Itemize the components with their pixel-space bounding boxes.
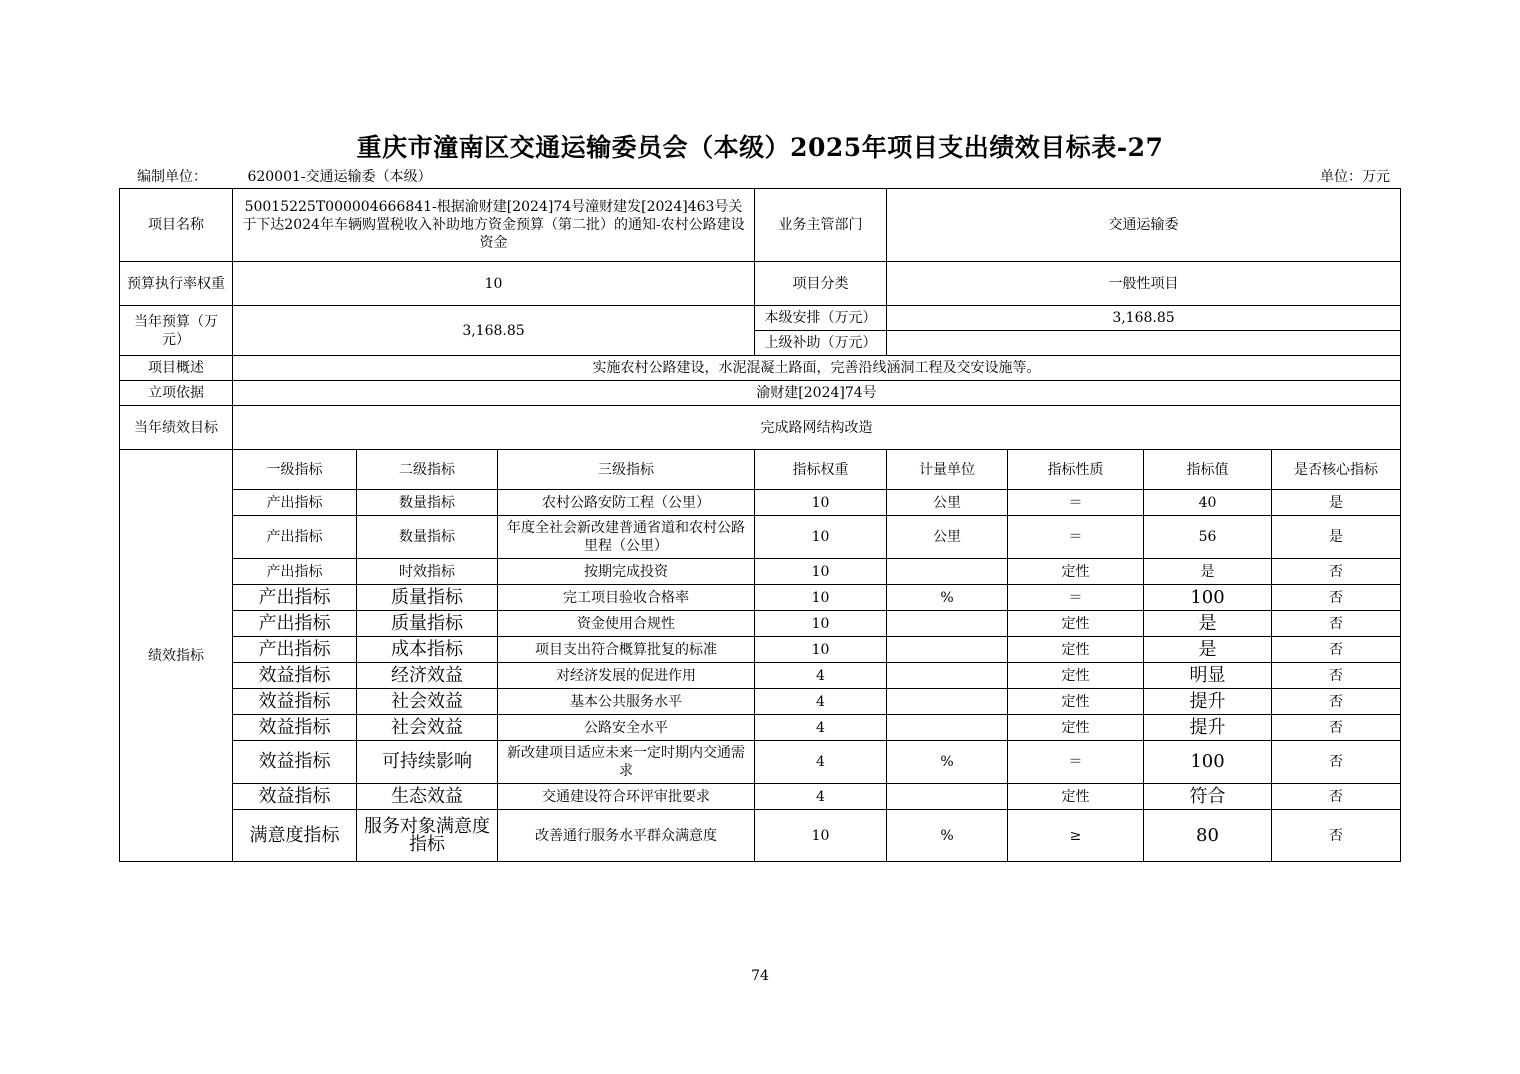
indicator-level2: 生态效益 [357, 784, 498, 810]
header-unit: 计量单位 [887, 450, 1008, 490]
indicator-weight: 10 [755, 559, 887, 585]
indicator-row [120, 559, 1401, 585]
overview-value: 实施农村公路建设，水泥混凝土路面，完善沿线涵洞工程及交安设施等。 [233, 356, 1401, 381]
budget-value: 3,168.85 [233, 306, 755, 356]
indicator-level2: 质量指标 [357, 585, 498, 611]
indicator-nature: 定性 [1008, 784, 1144, 810]
indicator-nature: ≥ [1008, 810, 1144, 862]
indicator-level1: 效益指标 [233, 663, 357, 689]
budget-label: 当年预算（万元） [120, 306, 233, 356]
header-level2: 二级指标 [357, 450, 498, 490]
indicator-value: 100 [1144, 741, 1272, 784]
exec-weight-value: 10 [233, 262, 755, 306]
indicator-weight: 4 [755, 689, 887, 715]
indicator-level2: 社会效益 [357, 715, 498, 741]
indicator-level3: 完工项目验收合格率 [498, 585, 755, 611]
indicator-core: 否 [1272, 559, 1401, 585]
indicator-value: 100 [1144, 585, 1272, 611]
indicator-unit: % [887, 741, 1008, 784]
goal-label: 当年绩效目标 [120, 406, 233, 450]
indicator-weight: 10 [755, 637, 887, 663]
indicator-unit [887, 715, 1008, 741]
indicator-nature: ＝ [1008, 490, 1144, 516]
indicator-nature: ＝ [1008, 741, 1144, 784]
indicator-level1: 效益指标 [233, 741, 357, 784]
indicator-unit: 公里 [887, 516, 1008, 559]
indicator-level3: 交通建设符合环评审批要求 [498, 784, 755, 810]
performance-target-table [119, 188, 1401, 862]
indicator-value: 是 [1144, 637, 1272, 663]
indicator-value: 提升 [1144, 715, 1272, 741]
indicator-unit [887, 559, 1008, 585]
indicator-level2: 经济效益 [357, 663, 498, 689]
indicator-nature: 定性 [1008, 611, 1144, 637]
indicator-level2: 成本指标 [357, 637, 498, 663]
indicator-weight: 10 [755, 611, 887, 637]
category-value: 一般性项目 [887, 262, 1401, 306]
indicator-level3: 农村公路安防工程（公里） [498, 490, 755, 516]
upper-subsidy-value [887, 331, 1401, 356]
header-nature: 指标性质 [1008, 450, 1144, 490]
indicator-row [120, 490, 1401, 516]
dept-value: 交通运输委 [887, 189, 1401, 262]
indicator-core: 否 [1272, 611, 1401, 637]
header-value: 指标值 [1144, 450, 1272, 490]
indicator-level2: 数量指标 [357, 516, 498, 559]
indicator-weight: 4 [755, 784, 887, 810]
indicator-weight: 4 [755, 715, 887, 741]
indicator-row [120, 585, 1401, 611]
indicator-weight: 10 [755, 810, 887, 862]
header-core: 是否核心指标 [1272, 450, 1401, 490]
indicator-level3: 对经济发展的促进作用 [498, 663, 755, 689]
indicator-unit [887, 663, 1008, 689]
header-level1: 一级指标 [233, 450, 357, 490]
indicator-level2: 社会效益 [357, 689, 498, 715]
indicator-value: 明显 [1144, 663, 1272, 689]
indicator-row [120, 637, 1401, 663]
dept-label: 业务主管部门 [755, 189, 887, 262]
indicator-value: 提升 [1144, 689, 1272, 715]
header-weight: 指标权重 [755, 450, 887, 490]
indicator-level2: 可持续影响 [357, 741, 498, 784]
indicator-nature: ＝ [1008, 585, 1144, 611]
currency-unit: 单位：万元 [1320, 169, 1390, 185]
indicator-core: 否 [1272, 663, 1401, 689]
indicators-section-label: 绩效指标 [120, 450, 233, 862]
indicator-level1: 产出指标 [233, 611, 357, 637]
indicator-weight: 4 [755, 741, 887, 784]
indicator-nature: 定性 [1008, 663, 1144, 689]
indicator-level3: 新改建项目适应未来一定时期内交通需求 [498, 741, 755, 784]
indicator-unit: 公里 [887, 490, 1008, 516]
indicator-level1: 产出指标 [233, 637, 357, 663]
indicator-row [120, 741, 1401, 784]
indicator-level3: 基本公共服务水平 [498, 689, 755, 715]
local-budget-label: 本级安排（万元） [755, 306, 887, 331]
indicator-level3: 按期完成投资 [498, 559, 755, 585]
indicator-unit [887, 611, 1008, 637]
compiling-unit [137, 166, 432, 186]
indicator-value: 80 [1144, 810, 1272, 862]
indicator-value: 56 [1144, 516, 1272, 559]
indicator-row [120, 810, 1401, 862]
category-label: 项目分类 [755, 262, 887, 306]
indicator-nature: 定性 [1008, 637, 1144, 663]
indicator-level3: 项目支出符合概算批复的标准 [498, 637, 755, 663]
basis-label: 立项依据 [120, 381, 233, 406]
compiling-unit-value: 620001-交通运输委（本级） [247, 169, 432, 185]
indicator-weight: 10 [755, 516, 887, 559]
indicator-nature: 定性 [1008, 559, 1144, 585]
goal-value: 完成路网结构改造 [233, 406, 1401, 450]
indicator-level2: 服务对象满意度指标 [357, 810, 498, 862]
page-title: 重庆市潼南区交通运输委员会（本级）2025年项目支出绩效目标表-27 [356, 133, 1164, 162]
indicator-level1: 效益指标 [233, 715, 357, 741]
indicator-level3: 改善通行服务水平群众满意度 [498, 810, 755, 862]
indicator-level1: 效益指标 [233, 784, 357, 810]
exec-weight-label: 预算执行率权重 [120, 262, 233, 306]
indicator-level2: 时效指标 [357, 559, 498, 585]
indicator-weight: 4 [755, 663, 887, 689]
indicator-row [120, 715, 1401, 741]
indicator-core: 否 [1272, 784, 1401, 810]
indicator-row [120, 516, 1401, 559]
project-name-value: 50015225T000004666841-根据渝财建[2024]74号潼财建发[2024]463号关于下达2024年车辆购置税收入补助地方资金预算（第二批）的通知-农村公路建设资金 [233, 189, 755, 262]
indicator-value: 40 [1144, 490, 1272, 516]
indicator-unit [887, 689, 1008, 715]
indicator-core: 否 [1272, 810, 1401, 862]
header-level3: 三级指标 [498, 450, 755, 490]
local-budget-value: 3,168.85 [887, 306, 1401, 331]
upper-subsidy-label: 上级补助（万元） [755, 331, 887, 356]
indicator-weight: 10 [755, 490, 887, 516]
indicator-level1: 产出指标 [233, 559, 357, 585]
indicator-core: 是 [1272, 516, 1401, 559]
indicator-core: 否 [1272, 741, 1401, 784]
indicator-level3: 年度全社会新改建普通省道和农村公路里程（公里） [498, 516, 755, 559]
indicator-weight: 10 [755, 585, 887, 611]
indicator-nature: ＝ [1008, 516, 1144, 559]
indicator-unit [887, 637, 1008, 663]
indicator-core: 否 [1272, 637, 1401, 663]
indicator-level1: 产出指标 [233, 490, 357, 516]
indicator-row [120, 663, 1401, 689]
indicator-row [120, 611, 1401, 637]
indicator-value: 是 [1144, 611, 1272, 637]
indicator-level2: 数量指标 [357, 490, 498, 516]
indicator-row [120, 784, 1401, 810]
indicator-row [120, 689, 1401, 715]
indicator-level1: 满意度指标 [233, 810, 357, 862]
page-number: 74 [751, 968, 769, 984]
basis-value: 渝财建[2024]74号 [233, 381, 1401, 406]
indicator-core: 否 [1272, 715, 1401, 741]
overview-label: 项目概述 [120, 356, 233, 381]
indicator-level3: 公路安全水平 [498, 715, 755, 741]
indicator-level1: 效益指标 [233, 689, 357, 715]
indicator-nature: 定性 [1008, 715, 1144, 741]
indicator-level2: 质量指标 [357, 611, 498, 637]
indicator-value: 符合 [1144, 784, 1272, 810]
indicator-unit: % [887, 810, 1008, 862]
indicator-level3: 资金使用合规性 [498, 611, 755, 637]
indicator-level1: 产出指标 [233, 516, 357, 559]
indicator-level1: 产出指标 [233, 585, 357, 611]
indicator-unit [887, 784, 1008, 810]
indicator-unit: % [887, 585, 1008, 611]
indicator-core: 否 [1272, 689, 1401, 715]
indicator-core: 是 [1272, 490, 1401, 516]
indicator-nature: 定性 [1008, 689, 1144, 715]
project-name-label: 项目名称 [120, 189, 233, 262]
indicator-core: 否 [1272, 585, 1401, 611]
indicator-value: 是 [1144, 559, 1272, 585]
compiling-unit-label: 编制单位： [137, 169, 207, 185]
